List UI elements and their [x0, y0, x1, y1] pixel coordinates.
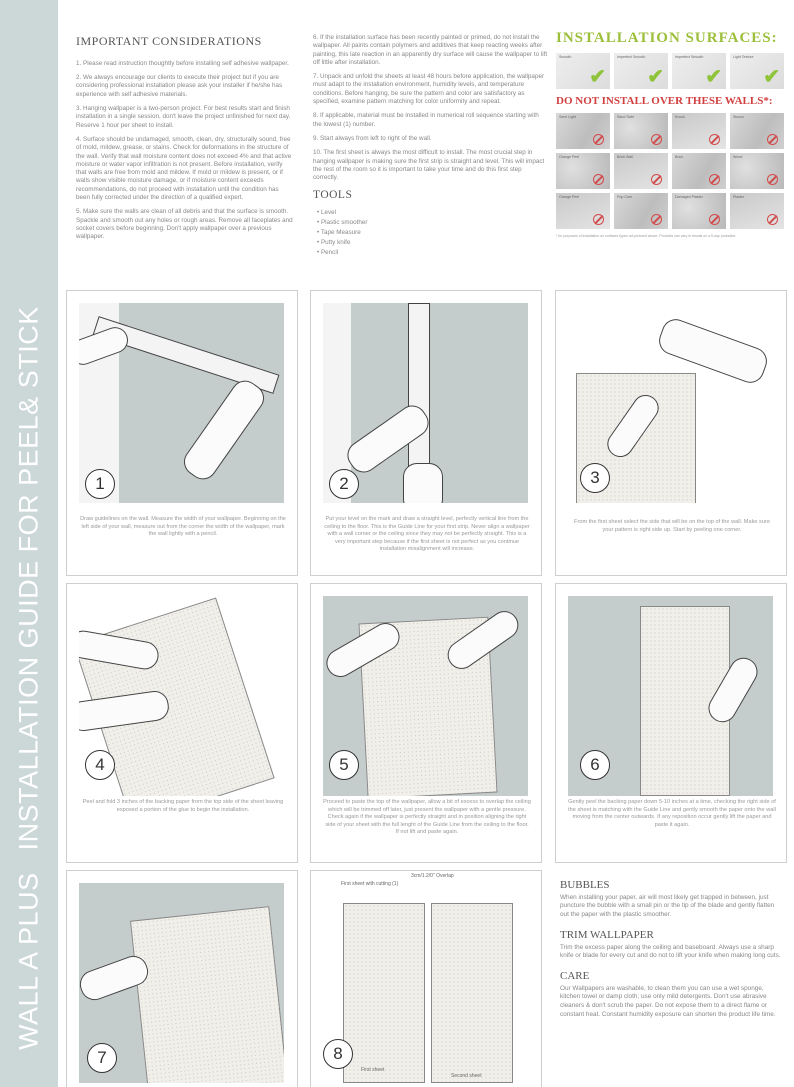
surface-tile: [672, 193, 726, 229]
first-sheet: [343, 903, 425, 1083]
side-title: [14, 306, 45, 1050]
step-card-6: [555, 583, 787, 863]
surface-label: Brick: [675, 155, 683, 159]
step-paragraph: 9. Start always from left to right of the wall.: [313, 134, 432, 142]
surface-label: Damaged Plaster: [675, 195, 703, 199]
step-card-7: [66, 870, 298, 1087]
tool-item: • Level: [317, 208, 548, 218]
tool-item: • Pencil: [317, 248, 548, 258]
bad-surfaces-grid: [556, 113, 788, 229]
tips-section: [560, 878, 782, 1019]
side-band: [0, 0, 58, 1087]
prohibited-icon: [651, 174, 662, 185]
surface-label: Orange Peel: [559, 155, 580, 159]
surface-tile: [614, 53, 668, 89]
surface-tile: [730, 193, 784, 229]
prohibited-icon: [709, 174, 720, 185]
surface-tile: [614, 193, 668, 229]
trim-title: TRIM WALLPAPER: [560, 928, 654, 941]
surface-tile: [556, 153, 610, 189]
surface-tile: [614, 153, 668, 189]
prohibited-icon: [651, 134, 662, 145]
step-card-2: [310, 290, 542, 576]
step-number: 3: [580, 463, 610, 493]
step-card-8: [310, 870, 542, 1087]
step-number: 1: [85, 469, 115, 499]
surface-label: Sand Swirl: [617, 115, 635, 119]
good-surfaces-title: INSTALLATION SURFACES:: [556, 30, 778, 46]
surface-label: Pop Corn: [617, 195, 633, 199]
consideration-paragraph: 2. We always encourage our clients to execute their project but if you are considering professional installation please ask your installer if he/she has experience with self adhesive materials.: [76, 74, 283, 98]
surface-label: Orange Peel: [559, 195, 580, 199]
step-paragraph: 7. Unpack and unfold the sheets at least 48 hours before application, the wallpaper must adapt to the installation environment, humidity levels, and temperature conditions. Before hanging, be sure the pattern and color are satisfactory as specified, examine pattern matching for color uniformity and repeat.: [313, 73, 545, 106]
brand-name: WALL A PLUS: [13, 872, 44, 1050]
step-number: 7: [87, 1043, 117, 1073]
prohibited-icon: [767, 174, 778, 185]
surface-label: Stucco: [733, 115, 744, 119]
wallpaper-sheet: [130, 906, 284, 1083]
surface-tile: [672, 113, 726, 149]
considerations-title: IMPORTANT CONSIDERATIONS: [76, 34, 262, 48]
surface-tile: [730, 53, 784, 89]
overlap-label: 3cm/1.2/0" Overlap: [411, 873, 454, 879]
considerations-column: [76, 34, 294, 247]
step-caption: Put your level on the mark and draw a straight level, perfectly vertical line from the ceiling to the floor. This is the Guide Line for your first strip. Never align a wallpaper with a wall corner or the ceiling since they may not be perfectly straight. This is a very important step because if the first sheet is not perfect as you continue installation misalignment will increase.: [324, 516, 530, 553]
prohibited-icon: [767, 134, 778, 145]
prohibited-icon: [651, 214, 662, 225]
steps-text-column: [313, 34, 548, 258]
bubbles-title: BUBBLES: [560, 879, 610, 891]
surface-tile: [672, 53, 726, 89]
surface-tile: [614, 113, 668, 149]
surface-tile: [556, 193, 610, 229]
second-sheet-label: Second sheet: [451, 1073, 482, 1079]
surface-tile: [730, 153, 784, 189]
step-number: 8: [323, 1039, 353, 1069]
surface-tile: [556, 53, 610, 89]
surface-tile: [730, 113, 784, 149]
step-number: 5: [329, 750, 359, 780]
second-sheet: [431, 903, 513, 1083]
consideration-paragraph: 1. Please read instruction thoughtly before installing self adhesive wallpaper.: [76, 59, 289, 67]
tools-list: [313, 208, 548, 258]
first-sheet-ceiling-label: First sheet with cutting (1): [341, 881, 399, 887]
first-sheet-label: First sheet: [361, 1067, 385, 1073]
surface-label: Imperfect Smooth: [617, 55, 646, 59]
check-icon: ✔: [705, 66, 722, 88]
prohibited-icon: [767, 214, 778, 225]
surface-label: Smooth: [559, 55, 572, 59]
tools-title: TOOLS: [313, 189, 353, 202]
prohibited-icon: [593, 174, 604, 185]
surface-label: Imperfect Smooth: [675, 55, 704, 59]
care-text: Our Wallpapers are washable, to clean them you can use a wet sponge, kitchen towel or damp cloth; use only mild detergents. Don't use abrasive cleaners & don't scrub the paper. Do not expose them to a direct flame or constant heat. Constant humidity exposure can shorten the product life time.: [560, 984, 776, 1018]
check-icon: ✔: [589, 66, 606, 88]
surface-label: Knock: [675, 115, 685, 119]
surface-label: Wood: [733, 155, 743, 159]
consideration-paragraph: 5. Make sure the walls are clean of all debris and that the surface is smooth. Spackle and smooth out any holes or rough areas. Remove all faceplates and socket covers before beginning. Don't apply wallpaper over a previous wallpaper.: [76, 208, 293, 241]
prohibited-icon: [593, 214, 604, 225]
good-surfaces-grid: [556, 53, 788, 89]
step-paragraph: 10. The first sheet is always the most difficult to install. The most crucial step in hanging wallpaper is making sure the first strip is straight and level. This will impact the rest of the room so it is important to take your time and do this first step correctly.: [313, 149, 545, 182]
check-icon: ✔: [763, 66, 780, 88]
step-card-3: [555, 290, 787, 576]
consideration-paragraph: 4. Surface should be undamaged, smooth, clean, dry, structurally sound, free of mold, mildew, grease, or stains. Check for deformations in the structure of the wall. Verify that wall moisture content does not exceed 4% and that active moisture or water vapor infiltration is not present. Before installation, verify that walls are free from mold and mildew. If mold or mildew is present, or if walls show visible moisture damage, or if moisture content exceeds recommendations, do not proceed with installation until the condition has been fully corrected under the direction of a qualified expert.: [76, 135, 292, 201]
surface-label: Light Texture: [733, 55, 754, 59]
step-number: 6: [580, 750, 610, 780]
step-card-4: [66, 583, 298, 863]
step-number: 2: [329, 469, 359, 499]
step-caption: Proceed to paste the top of the wallpaper, allow a bit of excess to overlap the ceiling which will be trimmed off later, just present the wallpaper with a gentle pressure. Check again if the wallpaper is perfectly straight and in position aligning the right side of your sheet with the full lenght of the Guide Line from the ceiling to the floor. If not lift and paste again.: [323, 799, 531, 836]
step-caption: From the first sheet select the side that will be on the top of the wall. Make sure your pattern is right side up. Start by peeling one corner.: [574, 519, 770, 533]
surfaces-panel: [556, 30, 788, 238]
step-card-1: [66, 290, 298, 576]
surface-label: Plaster: [733, 195, 745, 199]
surface-tile: [672, 153, 726, 189]
step-card-5: [310, 583, 542, 863]
prohibited-icon: [593, 134, 604, 145]
surface-label: Brick Wall: [617, 155, 633, 159]
step-caption: Peel and fold 3 inches of the backing paper from the top side of the sheet leaving exposed a portion of the glue to begin the installation.: [82, 799, 284, 813]
bad-surfaces-title: DO NOT INSTALL OVER THESE WALLS*:: [556, 95, 773, 107]
step-caption: Draw guidelines on the wall. Measure the width of your wallpaper. Beginning on the left side of your wall, measure out from the corner the width of the wallpaper, mark the wall lightly with a pencil.: [80, 516, 286, 538]
guide-title: INSTALLATION GUIDE FOR PEEL& STICK: [13, 306, 44, 851]
step-paragraph: 6. If the installation surface has been recently painted or primed, do not install the wallpaper. All paints contain polymers and additives that keep reacting weeks after painting, this late reaction in an apparently dry surface will cause the wallpaper to lift off little after installation.: [313, 34, 548, 66]
care-title: CARE: [560, 969, 590, 982]
prohibited-icon: [709, 134, 720, 145]
prohibited-icon: [709, 214, 720, 225]
tool-item: • Tape Measure: [317, 228, 548, 238]
bubbles-text: When installing your paper, air will most likely get trapped in between, just puncture the bubble with a small pin or the tip of the blade and gently flatten out the paper with the plastic smoother.: [560, 893, 775, 919]
tool-item: • Putty knife: [317, 238, 548, 248]
tool-item: • Plastic smoother: [317, 218, 548, 228]
consideration-paragraph: 3. Hanging wallpaper is a two-person project. For best results start and finish installation in a single session, don't leave the project unfinished for next day. Reserve 1 hour per sheet to install.: [76, 105, 291, 129]
step-paragraph: 8. If applicable, material must be installed in numerical roll sequence starting with the lowest (1) number.: [313, 112, 539, 128]
step-8-illustration: [323, 883, 528, 1083]
check-icon: ✔: [647, 66, 664, 88]
surfaces-footnote: * for purposes of installation on surfaces types not pictured above, Products can vary in results on a 5-day probation.: [556, 234, 737, 238]
step-number: 4: [85, 750, 115, 780]
surface-label: Semi Light: [559, 115, 576, 119]
surface-tile: [556, 113, 610, 149]
hand-shape: [403, 463, 443, 503]
trim-text: Trim the excess paper along the ceiling and baseboard. Always use a sharp knife or blade for every cut and do not to lift your knife when making long cuts.: [560, 943, 781, 960]
step-caption: Gently peel the backing paper down 5-10 inches at a time, checking the right side of the sheet is matching with the Guide Line and gently smooth the paper onto the wall moving from the center outwards. If any reposition occur gently lift the paper and paste it again.: [568, 799, 776, 828]
